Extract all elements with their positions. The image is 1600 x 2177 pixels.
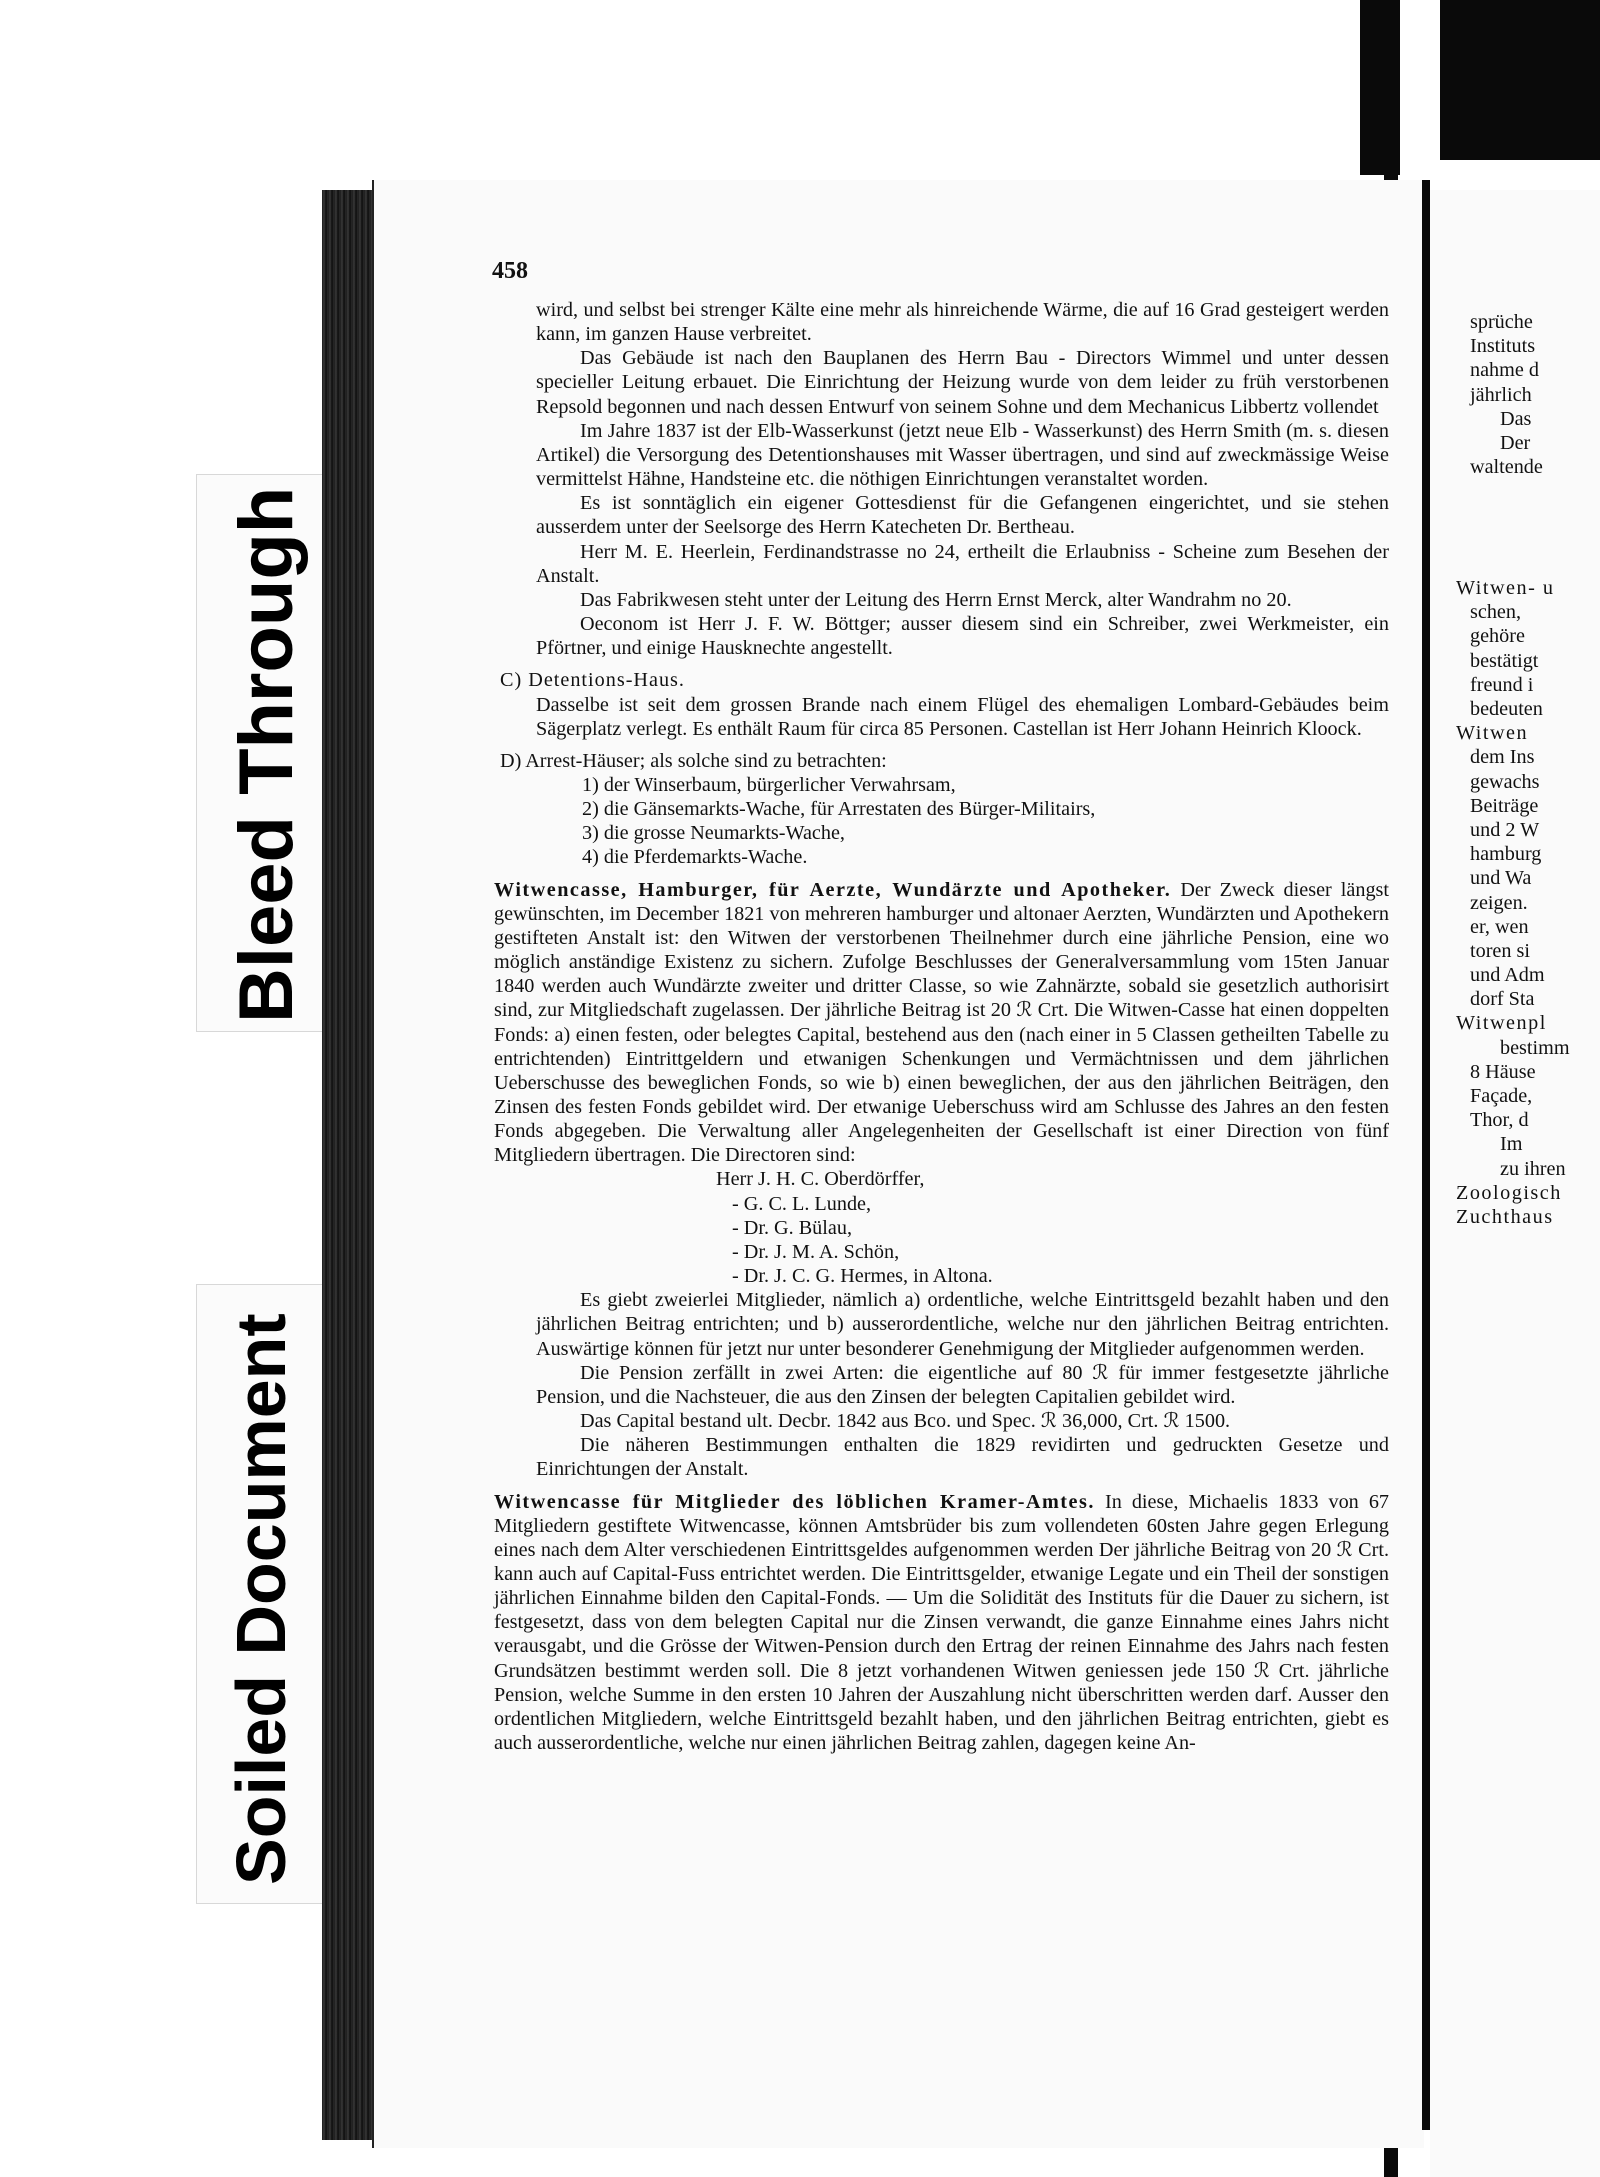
right-page-line: und 2 W — [1470, 818, 1540, 841]
right-page-line — [1470, 479, 1600, 503]
right-page-line: bestimm — [1500, 1036, 1570, 1059]
arrest-item: 2) die Gänsemarkts-Wache, für Arrestaten des Bürger-Militairs, — [582, 798, 1096, 821]
kramer-entry — [494, 1490, 1389, 1756]
right-page-line: Der — [1500, 431, 1531, 454]
paragraph-members: Es giebt zweierlei Mitglieder, nämlich a) ordentliche, welche Eintrittsgeld bezahlt haben und den jährlichen Beitrag entrichten; und b) ausserordentliche, welche nur den jährlichen Beitrag entrichten. Auswärtige können für jetzt nur unter besonderer Genehmigung der Mitglieder aufgenommen werden. — [536, 1289, 1389, 1360]
soiled-document-label — [196, 1284, 324, 1904]
paragraph-pension: Die Pension zerfällt in zwei Arten: die eigentliche auf 80 ℛ für immer festgesetzte jährliche Pension, und die Nachsteuer, die aus den Zinsen der belegten Capitalien gebildet wird. — [536, 1361, 1389, 1408]
detentions-text: Dasselbe ist seit dem grossen Brande nach einem Flügel des ehemaligen Lombard-Gebäudes beim Sägerplatz verlegt. Es enthält Raum für circa 85 Personen. Castellan ist Herr Johann Heinrich Kloock. — [536, 693, 1389, 740]
detentions-heading: C) Detentions-Haus. — [500, 669, 685, 692]
director-name: - Dr. J. C. G. Hermes, in Altona. — [732, 1265, 993, 1288]
right-page-line: Im — [1500, 1133, 1523, 1156]
right-page-line: Witwen — [1456, 722, 1529, 745]
right-page-text — [1456, 310, 1600, 1610]
paragraph-water: Im Jahre 1837 ist der Elb-Wasserkunst (jetzt neue Elb - Wasserkunst) des Herrn Smith (m. s. diesen Artikel) die Versorgung des Detentionshauses mit Wasser übertragen, und sind auf zweckmässige Weise vermittelst Hähne, Handsteine etc. die nöthigen Einrichtungen veranstaltet worden. — [536, 419, 1389, 491]
right-page-line: und Adm — [1470, 964, 1545, 987]
right-page-line: nahme d — [1470, 359, 1539, 382]
paragraph-regulations: Die näheren Bestimmungen enthalten die 1829 revidirten und gedruckten Gesetze und Einrichtungen der Anstalt. — [536, 1434, 1389, 1481]
paragraph-capital: Das Capital bestand ult. Decbr. 1842 aus Bco. und Spec. ℛ 36,000, Crt. ℛ 1500. — [580, 1410, 1231, 1433]
kramer-heading: Witwencasse für Mitglieder des löblichen Kramer-Amtes. — [494, 1490, 1095, 1513]
scan-background-right — [1440, 0, 1600, 160]
right-page-line: er, wen — [1470, 915, 1529, 938]
right-page-line: Thor, d — [1470, 1109, 1529, 1132]
right-page-line: jährlich — [1470, 383, 1532, 406]
page-number: 458 — [492, 258, 528, 284]
bleed-through-label — [196, 474, 324, 1032]
right-page-line: dorf Sta — [1470, 988, 1535, 1011]
right-page-line: toren si — [1470, 939, 1530, 962]
arrest-heading: D) Arrest-Häuser; als solche sind zu betrachten: — [500, 749, 887, 772]
book-page-edges — [322, 190, 378, 2140]
right-page-line: und Wa — [1470, 867, 1532, 890]
right-page-line: zu ihren — [1500, 1157, 1566, 1180]
director-name: - G. C. L. Lunde, — [732, 1192, 872, 1215]
arrest-item: 3) die grosse Neumarkts-Wache, — [582, 822, 845, 845]
right-page-line: Beiträge — [1470, 794, 1539, 817]
kramer-text: In diese, Michaelis 1833 von 67 Mitgliedern gestiftete Witwencasse, können Amtsbrüder bis zum vollendeten 60sten Jahre gegen Erlegung eines nach dem Alter verschiedenen Eintrittsgeldes aufgenommen werden Der jährliche Beitrag von 20 ℛ Crt. kann auch auf Capital-Fuss entrichtet werden. Die Eintrittsgelder, etwanige Legate und ein Theil der sonstigen jährlichen Einnahme bilden den Capital-Fonds. — Um die Solidität des Instituts für die Dauer zu sichern, ist festgesetzt, dass von dem belegten Capital nur die Zinsen verwandt, die ganze Einnahme eines Jahrs nicht verausgabt, und die Grösse der Witwen-Pension durch den Ertrag der reinen Einnahme des Jahrs nach festen Grundsätzen bestimmt werden soll. Die 8 jetzt vorhandenen Witwen geniessen jede 150 ℛ Crt. jährliche Pension, welche Summe in den ersten 10 Jahren der Auszahlung nicht überschritten werden darf. Ausser den ordentlichen Mitgliedern, welche Eintrittsgeld bezahlt haben, und den jährlichen Beitrag entrichten, giebt es auch ausserordentliche, welche nur einen jährlichen Beitrag zahlen, dagegen keine An- — [494, 1490, 1390, 1755]
witwencasse-text: Der Zweck dieser längst gewünschten, im December 1821 von mehreren hamburger und altonaer Aerzten, Wundärzten und Apothekern gestifteten Anstalt ist: den Witwen der verstorbenen Theilnehmer durch eine jährliche Pension, eine wo möglich anständige Existenz zu sichern. Zufolge Beschlusses der Generalversammlung vom 15ten Januar 1840 werden auch Wundärzte zweiter und dritter Classe, so wie Zahnärzte, sobald sie gesetzlich authorisirt sind, zur Mitgliedschaft zugelassen. Der jährliche Beitrag ist 20 ℛ Crt. Die Witwen-Casse hat einen doppelten Fonds: a) einen festen, oder belegtes Capital, bestehend aus den (nach einer in 5 Classen getheilten Tabelle zu entrichtenden) Eintrittgeldern und etwanigen Schenkungen und Vermächtnissen und dem jährlichen Ueberschusse des beweglichen Fonds, so wie b) einen beweglichen, der aus den jährlichen Beiträgen, den Zinsen des festen Fonds gebildet wird. Der etwanige Ueberschuss wird am Schlusse des Jahres an den festen Fonds abgegeben. Die Verwaltung aller Angelegenheiten der Gesellschaft ist einer Direction von fünf Mitgliedern übertragen. Die Directoren sind: — [494, 878, 1390, 1167]
soiled-document-label-text: Soiled Document — [222, 1313, 300, 1885]
paragraph-building: Das Gebäude ist nach den Bauplanen des Herrn Bau - Directors Wimmel und unter dessen specieller Leitung erbauet. Die Einrichtung der Heizung wurde von dem leider zu früh verstorbenen Repsold begonnen und nach dessen Entwurf von seinem Sohne und dem Mechanicus Libbertz vollendet — [536, 347, 1389, 418]
left-page-text — [494, 298, 1390, 1755]
right-page-line: freund i — [1470, 673, 1534, 696]
bleed-through-label-text: Bleed Through — [224, 486, 309, 1023]
director-name: - Dr. J. M. A. Schön, — [732, 1240, 900, 1263]
right-page-line: sprüche — [1470, 311, 1533, 333]
director-name: - Dr. G. Bülau, — [732, 1216, 852, 1239]
right-page-line: Das — [1500, 407, 1532, 430]
right-page-line — [1470, 552, 1600, 576]
witwencasse-heading: Witwencasse, Hamburger, für Aerzte, Wundärzte und Apotheker. — [494, 878, 1172, 901]
right-page-line: Zoologisch — [1456, 1181, 1562, 1204]
right-page-line: Witwenpl — [1456, 1012, 1547, 1035]
right-page-line: Zuchthaus — [1456, 1205, 1554, 1228]
paragraph-warmth: wird, und selbst bei strenger Kälte eine mehr als hinreichende Wärme, die auf 16 Grad gesteigert werden kann, im ganzen Hause verbreitet. — [536, 299, 1389, 346]
book-gutter — [1422, 180, 1430, 2130]
right-page-line: waltende — [1470, 456, 1543, 479]
arrest-item: 4) die Pferdemarkts-Wache. — [582, 846, 808, 869]
arrest-item: 1) der Winserbaum, bürgerlicher Verwahrsam, — [582, 773, 956, 796]
right-page-line: dem Ins — [1470, 746, 1535, 769]
right-page-line: gewachs — [1470, 770, 1540, 793]
witwencasse-entry — [494, 878, 1389, 1168]
right-page-line: Witwen- u — [1456, 577, 1555, 600]
paragraph-oeconom: Oeconom ist Herr J. F. W. Böttger; ausser diesem sind ein Schreiber, zwei Werkmeister, ein Pförtner, und einige Hausknechte angestellt. — [536, 613, 1389, 660]
right-page-line — [1470, 504, 1600, 528]
paragraph-factory: Das Fabrikwesen steht unter der Leitung des Herrn Ernst Merck, alter Wandrahm no 20. — [580, 588, 1292, 611]
director-name: Herr J. H. C. Oberdörffer, — [716, 1168, 925, 1191]
right-page-line: zeigen. — [1470, 891, 1528, 914]
right-page-line: bedeuten — [1470, 698, 1543, 720]
right-page-line: Instituts — [1470, 335, 1536, 358]
right-page-line: 8 Häuse — [1470, 1060, 1536, 1083]
right-page-line — [1470, 528, 1600, 552]
right-page-line: gehöre — [1470, 625, 1525, 648]
paragraph-service: Es ist sonntäglich ein eigener Gottesdienst für die Gefangenen eingerichtet, und sie stehen ausserdem unter der Seelsorge des Herrn Katecheten Dr. Bertheau. — [536, 492, 1389, 539]
paragraph-permits: Herr M. E. Heerlein, Ferdinandstrasse no 24, ertheilt die Erlaubniss - Scheine zum Besehen der Anstalt. — [536, 540, 1389, 587]
right-page-line: schen, — [1470, 601, 1522, 624]
right-page-line: Façade, — [1470, 1085, 1533, 1107]
right-page-line: bestätigt — [1470, 649, 1539, 672]
right-page-line: hamburg — [1470, 843, 1542, 866]
